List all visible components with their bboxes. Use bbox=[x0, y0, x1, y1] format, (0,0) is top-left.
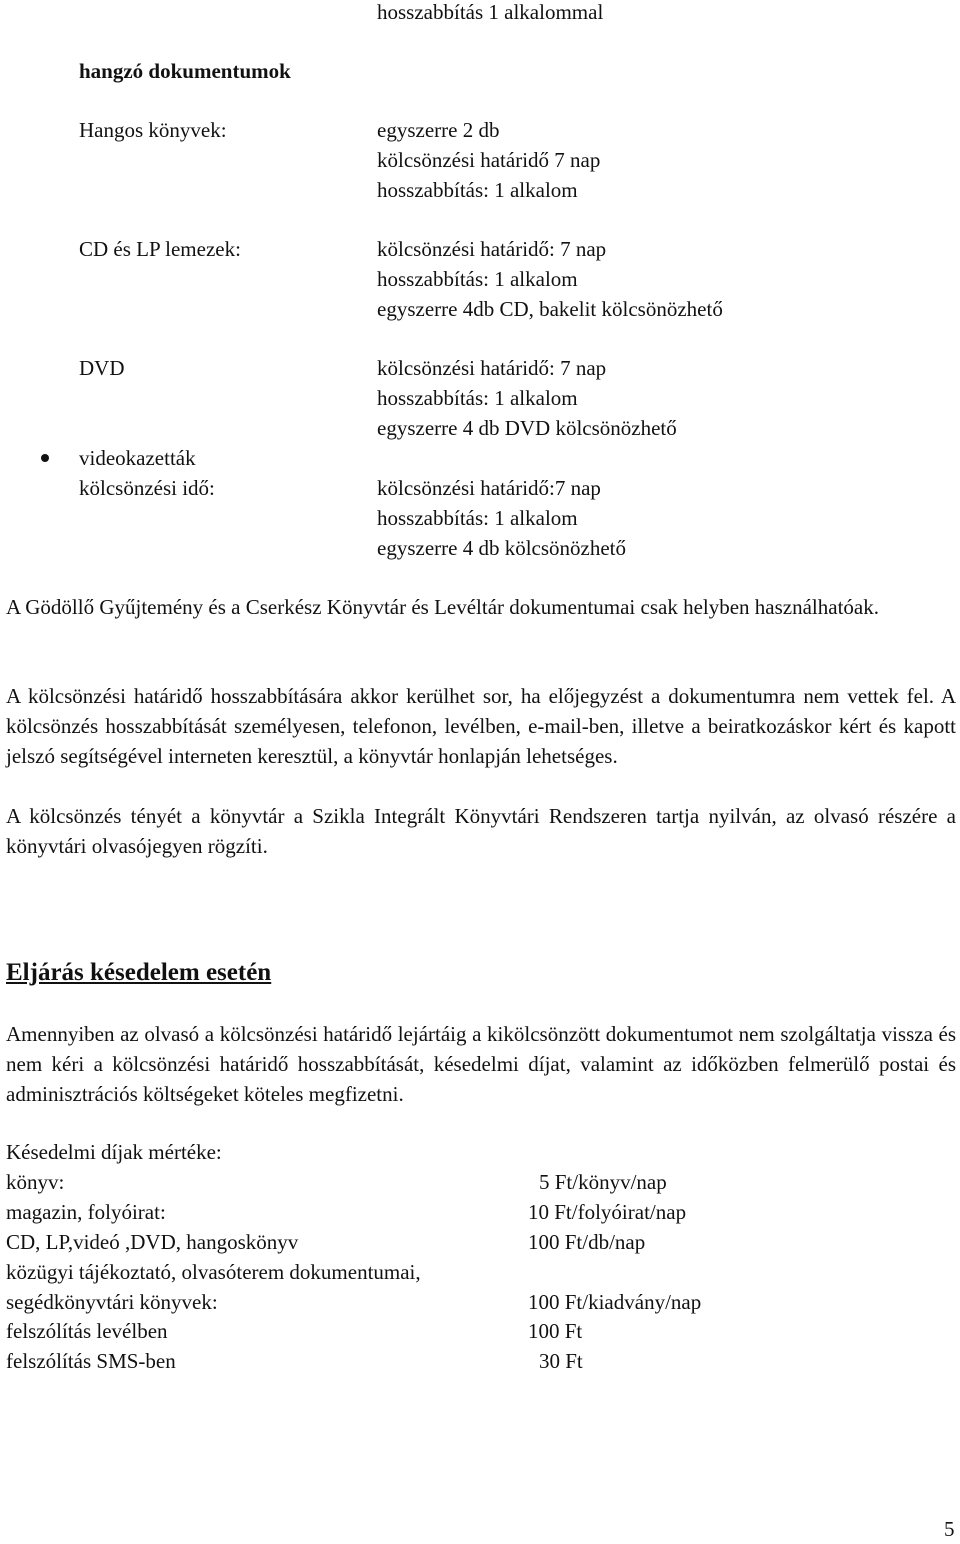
fees-title: Késedelmi díjak mértéke: bbox=[6, 1140, 222, 1164]
rule-line: kölcsönzési határidő 7 nap bbox=[377, 148, 601, 172]
fee-price: 30 Ft bbox=[539, 1349, 583, 1373]
paragraph-gyujtemeny: A Gödöllő Gyűjtemény és a Cserkész Könyvtár és Levéltár dokumentumai csak helyben használhatóak. bbox=[6, 595, 879, 619]
fee-price: 5 Ft/könyv/nap bbox=[539, 1170, 667, 1194]
bullet-icon bbox=[41, 454, 49, 462]
rule-label-dvd: DVD bbox=[79, 356, 125, 380]
rule-line: egyszerre 4 db DVD kölcsönözhető bbox=[377, 416, 677, 440]
rule-label-hangos: Hangos könyvek: bbox=[79, 118, 227, 142]
rule-label-cd-lp: CD és LP lemezek: bbox=[79, 237, 241, 261]
fee-item: felszólítás SMS-ben bbox=[6, 1349, 176, 1373]
rule-line: egyszerre 4 db kölcsönözhető bbox=[377, 536, 626, 560]
page-number: 5 bbox=[944, 1517, 955, 1541]
rule-line: hosszabbítás: 1 alkalom bbox=[377, 267, 578, 291]
rule-line: kölcsönzési határidő: 7 nap bbox=[377, 237, 607, 261]
fee-item: közügyi tájékoztató, olvasóterem dokumentumai, bbox=[6, 1260, 421, 1284]
rule-line: kölcsönzési határidő: 7 nap bbox=[377, 356, 607, 380]
rule-line: egyszerre 4db CD, bakelit kölcsönözhető bbox=[377, 297, 723, 321]
section-heading-kesedelem: Eljárás késedelem esetén bbox=[6, 959, 272, 986]
paragraph-hosszabbitas: A kölcsönzési határidő hosszabbítására akkor kerülhet sor, ha előjegyzést a dokumentumra nem vettek fel. A kölcsönzés hosszabbítását személyesen, telefonon, levélben, e-mail-ben, illetve a beiratkozáskor kért és kapott jelszó segítségével interneten keresztül, a könyvtár honlapján lehetséges. bbox=[6, 684, 956, 768]
rule-line: egyszerre 2 db bbox=[377, 118, 500, 142]
fee-item: felszólítás levélben bbox=[6, 1319, 168, 1343]
fee-price: 100 Ft/kiadvány/nap bbox=[528, 1290, 702, 1314]
rule-line: hosszabbítás: 1 alkalom bbox=[377, 506, 578, 530]
paragraph-kesedelem: Amennyiben az olvasó a kölcsönzési határidő lejártáig a kikölcsönzött dokumentumot nem szolgáltatja vissza és nem kéri a kölcsönzési határidő hosszabbítását, késedelmi díjat, valamint az időközben felmerülő postai és adminisztrációs költségeket köteles megfizetni. bbox=[6, 1022, 956, 1106]
rule-label-videokazettak: videokazetták bbox=[79, 446, 196, 470]
rule-line: hosszabbítás: 1 alkalom bbox=[377, 178, 578, 202]
fee-item: magazin, folyóirat: bbox=[6, 1200, 166, 1224]
rule-sublabel-kolcsonzesi-ido: kölcsönzési idő: bbox=[79, 476, 215, 500]
section-title: hangzó dokumentumok bbox=[79, 59, 291, 83]
fee-price: 10 Ft/folyóirat/nap bbox=[528, 1200, 687, 1224]
continuation-text: hosszabbítás 1 alkalommal bbox=[377, 0, 604, 24]
fee-price: 100 Ft bbox=[528, 1319, 583, 1343]
fee-item: CD, LP,videó ,DVD, hangoskönyv bbox=[6, 1230, 299, 1254]
rule-line: kölcsönzési határidő:7 nap bbox=[377, 476, 601, 500]
paragraph-szikla: A kölcsönzés tényét a könyvtár a Szikla Integrált Könyvtári Rendszeren tartja nyilván, az olvasó részére a könyvtári olvasójegyen rögzíti. bbox=[6, 804, 956, 858]
fee-item: segédkönyvtári könyvek: bbox=[6, 1290, 218, 1314]
rule-line: hosszabbítás: 1 alkalom bbox=[377, 386, 578, 410]
fee-price: 100 Ft/db/nap bbox=[528, 1230, 646, 1254]
fee-item: könyv: bbox=[6, 1170, 65, 1194]
